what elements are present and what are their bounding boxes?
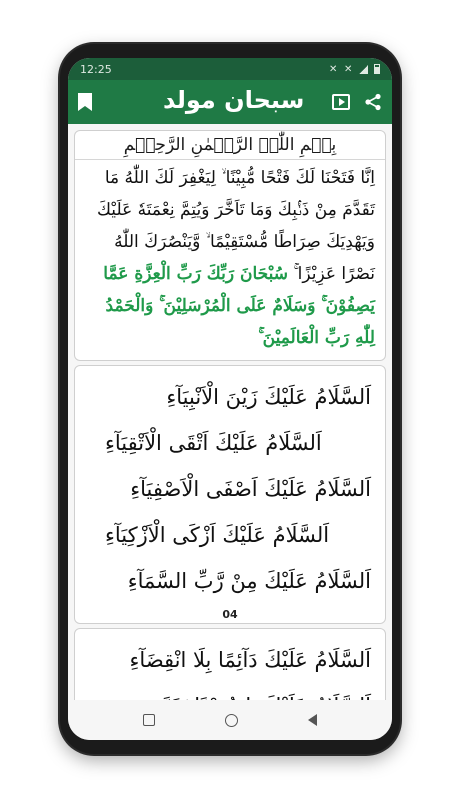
play-icon[interactable] [332, 94, 350, 110]
salam-line: اَلسَّلَامُ عَلَيْكَ اَزْكَى الْاَزْكِيَآءِ [105, 523, 330, 547]
verse-black-text: اِنَّا فَتَحْنَا لَكَ فَتْحًا مُّبِيْنًا ۙ لِيَغْفِرَ لَكَ اللّٰهُ مَا تَقَدَّمَ مِنْ ذَنْۢبِكَ وَمَا تَاَخَّرَ وَيُتِمَّ نِعْمَتَهٗ عَلَيْكَ وَيَهْدِيَكَ صِرَاطًا مُّسْتَقِيْمًا ۙ وَّيَنْصُرَكَ اللّٰهُ نَصْرًا عَزِيْزًا ۚ [96, 168, 375, 284]
home-icon[interactable] [225, 714, 238, 727]
bismillah: بِسۡمِ اللّٰہِ الرَّحۡمٰنِ الرَّحِیۡمِ [75, 131, 385, 160]
status-bar [68, 58, 392, 80]
battery-icon [374, 64, 380, 74]
salam-line: اَلسَّلَامُ عَلَيْكَ دَآئِمًا بِلَا انْقِضَآءِ [129, 648, 371, 672]
status-time: 12:25 [80, 62, 112, 76]
verse-green-text: سُبْحَانَ رَبِّكَ رَبِّ الْعِزَّةِ عَمَّا يَصِفُوْنَ ۚ وَسَلَامٌ عَلَى الْمُرْسَلِيْنَ ۚ وَالْحَمْدُ لِلّٰهِ رَبِّ الْعَالَمِيْنَ ۚ [103, 264, 375, 348]
share-icon[interactable] [364, 93, 382, 111]
screen [68, 58, 392, 740]
status-icons [329, 64, 380, 74]
salam-line: اَلسَّلَامُ عَلَيْكَ اَصْفَى الْاَصْفِيَآءِ [130, 477, 371, 501]
no-sim-icon: ✕ [344, 63, 353, 75]
recents-icon[interactable] [143, 714, 155, 726]
app-bar [68, 80, 392, 124]
bookmark-icon[interactable] [78, 93, 92, 111]
mute-icon: ✕ [329, 63, 338, 75]
salam-lines [75, 366, 385, 608]
verse-card [74, 130, 386, 361]
verse-text [75, 160, 385, 360]
phone-frame [60, 44, 400, 754]
back-icon[interactable] [308, 714, 317, 726]
signal-icon [359, 65, 368, 74]
page-number: 04 [222, 608, 238, 621]
salam-line: اَلسَّلَامُ عَلَيْكَ زَيْنَ الْاَنْبِيَآءِ [166, 385, 371, 409]
system-nav-bar [68, 700, 392, 740]
appbar-actions [332, 93, 382, 111]
salam-line: اَلسَّلَامُ عَلَيْكَ مِنْ رَّبِّ السَّمَآءِ [127, 569, 371, 593]
app-title: سبحان مولد [163, 86, 305, 114]
salam-card [74, 365, 386, 624]
content-area[interactable] [68, 124, 392, 734]
salam-line: اَلسَّلَامُ عَلَيْكَ اَتْقَى الْاَتْقِيَآءِ [105, 431, 322, 455]
